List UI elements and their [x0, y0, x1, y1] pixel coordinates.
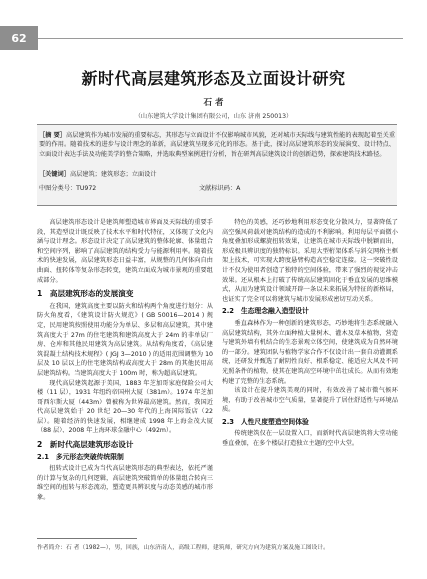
section-heading: 1 高层建筑形态的发展演变: [37, 289, 134, 299]
right-column: [222, 218, 398, 449]
paragraph: 高层建筑形态设计是建筑师塑造城市界面及天际线的重要手段，其造型设计既反映了技术水平和时代特征，又体现了文化内涵与设计理念。形态设计决定了高层建筑的整体轮廓、体量组合和空间序列，影响了高层建筑的结构受力与能源利用率。随着技术的快速发展，高层建筑形态日益丰富，从规整的几何体向自由曲面、扭转体等复杂形态转变，建筑立面成为城市景观的重要组成部分。: [37, 219, 213, 284]
paragraph: 在我国，建筑高度主要以防火和结构两个角度进行划分：从防火角度看，《建筑设计防火规范》( GB 50016—2014 ) 规定，民用建筑按照使用功能分为单层、多层和高层建筑，其中建筑高度大于 27m 的住宅建筑和建筑高度大于 24m 的非单层厂房、仓库和其他民用建筑为高层建筑。从结构角度看，《高层建筑混凝土结构技术规程》( JGJ 3—2010 ) 的适用范围调整为 10 层及 10 层以上的住宅建筑结构或高度大于 28m 的其他民用高层建筑结构。当建筑高度大于 100m 时，称为超高层建筑。: [37, 302, 213, 377]
abstract-label: ［摘 要］: [39, 132, 67, 139]
document-code: 文献标识码：A: [199, 185, 241, 192]
paragraph: 垂直森林作为一种创新的建筑形态，巧妙地将生态系统融入高层建筑结构，其外立面种植大量树木、灌木及草本植物，营造与建筑外墙有机结合的生态景观立体空间，使建筑成为自然环境的一部分。建筑团队与植物学家合作不仅设计出一套自动灌溉系统，还研发并甄选了耐阴性良好、根系稳定、能适应大风及不同光照条件的植物，使其在建筑高空环境中茁壮成长。从而有效地构建了完整的生态系统。: [222, 319, 398, 385]
author-footnote: 作者简介：石 者（1982—），男，回族，山东济南人，高级工程师，建筑师，研究方向为建筑方案及施工图设计。: [37, 545, 329, 551]
author-name: 石 者: [203, 98, 224, 108]
author-affiliation: （山东建筑大学设计集团有限公司，山东 济南 250013）: [134, 113, 293, 120]
article-title: 新时代高层建筑形态及立面设计研究: [81, 69, 346, 88]
left-column: [37, 218, 213, 503]
clc-number: 中图分类号：TU972: [39, 185, 97, 192]
section-heading: 2 新时代高层建筑形态设计: [37, 440, 134, 450]
keywords-text: 高层建筑；建筑形态；立面设计: [69, 171, 157, 178]
page-number: 62: [0, 26, 38, 50]
subsection-heading: 2.1 多元形态突破传统限制: [37, 452, 124, 461]
paragraph: 现代高层建筑起源于美国，1883 年芝加哥家庭保险公司大楼（11 层），1931 年纽约帝国州大厦（381m）。1974 年芝加哥西尔斯大厦（443m）曾被称为世界最高建筑。然而，我国近代高层建筑始于 20 世纪 20—30 年代的上海国际饭店（22 层）。随着经济的快速发展，相继建成 1998 年上海金茂大厦（88 层）、2008 年上海环球金融中心（492m）。: [37, 379, 213, 435]
subsection-heading: 2.3 人性尺度塑造空间体验: [222, 417, 309, 426]
abstract: [39, 131, 395, 159]
abstract-text: 高层建筑作为城市发展的重要标志，其形态与立面设计不仅影响城市风貌，还对城市天际线与建筑性能的表现起着至关重要的作用。随着技术的进步与设计理念的革新，高层建筑呈现多元化的形态。基于此，探讨高层建筑形态的发展演变、设计特点、立面设计表达手法及功能美学的整合策略，并选取典型案例进行分析，旨在研判高层建筑设计的创新趋势，探索建筑技术路径。: [39, 132, 396, 158]
footnote-rule: [37, 538, 137, 539]
abstract-box: [37, 124, 397, 206]
page-header: [0, 26, 427, 50]
subsection-heading: 2.2 生态理念融入造型设计: [222, 307, 309, 316]
paragraph: 传统建筑仅在一层设置入口，而新时代高层建筑将大堂功能垂直叠加，在多个楼层打造独立主题的空中大堂。: [222, 430, 398, 448]
classification-row: [39, 183, 395, 192]
keywords-label: ［关键词］: [39, 171, 70, 178]
paragraph: 扭转式设计已成为当代高层建筑形态的典型表达，依托严谨的计算与复杂的几何逻辑，高层建筑突破简单的体量组合转向三维空间的扭转与形态流动，塑造更具辨识度与动态美感的城市形象。: [37, 465, 213, 502]
paragraph: 该设计在提升建筑美观的同时，有效改善了城市微气候环境，有助于改善城市空气质量，显著提升了居住舒适性与环境品质。: [222, 387, 398, 414]
paragraph: 特色的美感，还巧妙地利用形态变化分散风力，显著降低了高空强风荷载对建筑结构的造成的不利影响。利用每层平面微小角度叠加形成螺旋扭转效果，让建筑在城市天际线中脱颖而出，形成极具辨识度的独特标识。采用大型桁架体系与斜交网格主框架上技术，可实现大跨度悬臂构造高空稳定连接。这一突破性设计不仅为使用者创造了独特的空间体验，带来了强烈的视觉冲击效果。还从根本上打破了传统高层建筑固化于垂直发展的思维模式，从而为建筑设计领域开辟一条以未来拓展为特征的新格局，也证实了完全可以将建筑与城市发展形成密切互动关系。: [222, 219, 398, 303]
keywords: [39, 170, 395, 179]
header-rule: [38, 38, 403, 39]
